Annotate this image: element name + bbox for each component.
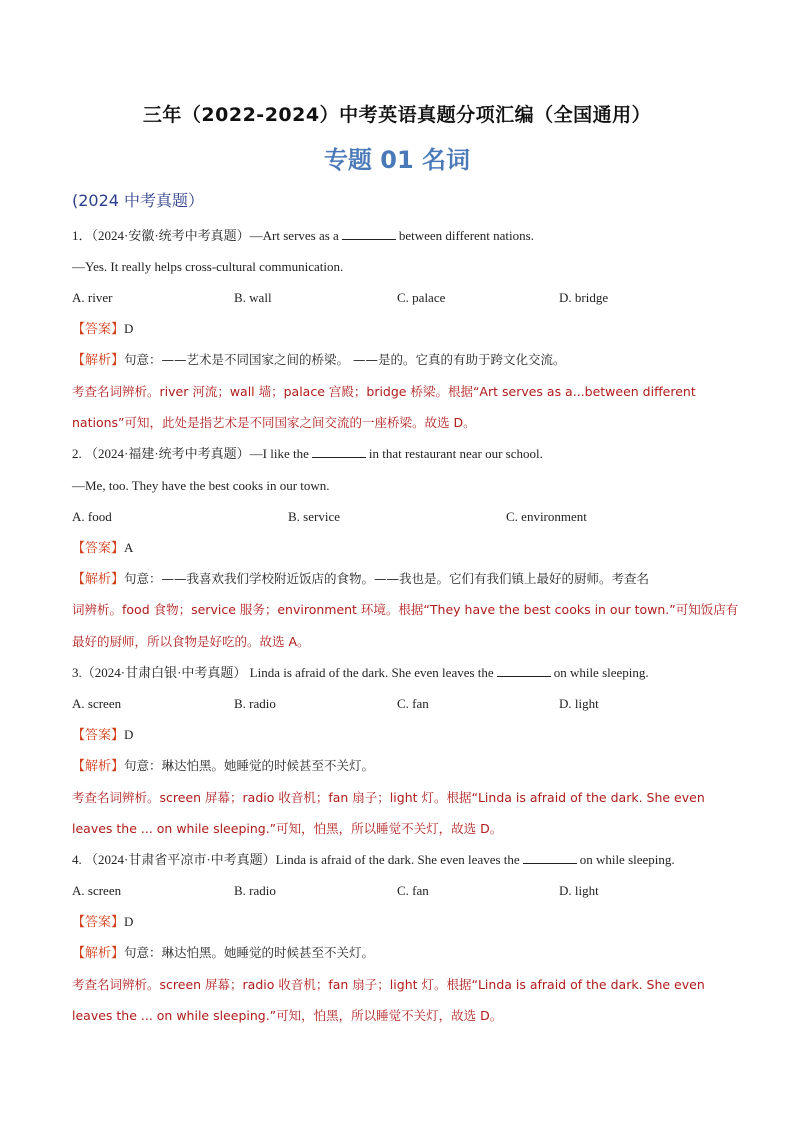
question-4-option-d: D. light	[559, 883, 599, 898]
question-3-stem	[72, 664, 649, 682]
question-1-answer	[72, 320, 133, 339]
question-3-analysis-line-1	[72, 757, 374, 776]
answer-label: 【答案】	[72, 322, 125, 337]
question-4-option-a: A. screen	[72, 883, 122, 898]
analysis-label: 【解析】	[72, 759, 125, 774]
question-4-analysis-line-3: leaves the ... on while sleeping.”可知，怕黑，所以睡觉不关灯，故选 D。	[72, 1008, 503, 1023]
question-4-answer	[72, 913, 133, 932]
document-title: 三年（2022-2024）中考英语真题分项汇编（全国通用）	[142, 104, 652, 126]
question-2-stem-pre: 2. （2024·福建·统考中考真题）—I like the	[72, 446, 309, 461]
question-3-analysis-line-2: 考查名词辨析。screen 屏幕；radio 收音机；fan 扇子；light 灯。根据“Linda is afraid of the dark. She even	[72, 790, 705, 805]
section-heading: (2024 中考真题）	[72, 191, 205, 210]
answer-label: 【答案】	[72, 915, 125, 930]
question-4-option-b: B. radio	[234, 883, 276, 898]
answer-value: D	[124, 727, 134, 742]
question-1-option-c: C. palace	[397, 290, 446, 305]
answer-label: 【答案】	[72, 728, 125, 743]
analysis-text: 句意：琳达怕黑。她睡觉的时候甚至不关灯。	[124, 945, 375, 960]
question-1-dialog-line: —Yes. It really helps cross-cultural communication.	[72, 259, 344, 274]
analysis-text: 句意：——艺术是不同国家之间的桥梁。 ——是的。它真的有助于跨文化交流。	[124, 352, 566, 367]
analysis-label: 【解析】	[72, 572, 125, 587]
question-1-stem	[72, 227, 534, 245]
question-4-stem-pre: 4. （2024·甘肃省平凉市·中考真题）Linda is afraid of the dark. She even leaves the	[72, 852, 520, 867]
question-3-stem-pre: 3.（2024·甘肃白银·中考真题） Linda is afraid of the dark. She even leaves the	[72, 665, 494, 680]
question-1-stem-post: between different nations.	[398, 228, 534, 243]
question-1-stem-pre: 1．（2024·安徽·统考中考真题）—Art serves as a	[72, 228, 339, 243]
question-1-analysis-line-2: 考查名词辨析。river 河流；wall 墙；palace 宫殿；bridge 桥梁。根据“Art serves as a...between different	[72, 384, 696, 399]
topic-subtitle: 专题 01 名词	[323, 146, 471, 174]
answer-value: D	[124, 321, 134, 336]
question-1-option-b: B. wall	[234, 290, 272, 305]
analysis-text: 句意：琳达怕黑。她睡觉的时候甚至不关灯。	[124, 758, 375, 773]
answer-blank	[342, 227, 396, 240]
question-2-analysis-line-2: 词辨析。food 食物；service 服务；environment 环境。根据“They have the best cooks in our town.”可知饭店有	[72, 602, 739, 617]
question-1-analysis-line-3: nations”可知，此处是指艺术是不同国家之间交流的一座桥梁。故选 D。	[72, 415, 476, 430]
question-1-option-a: A. river	[72, 290, 113, 305]
question-1-analysis-line-1	[72, 351, 566, 370]
question-2-analysis-line-3: 最好的厨师，所以食物是好吃的。故选 A。	[72, 634, 310, 649]
question-4-stem	[72, 851, 675, 869]
analysis-text: 句意：——我喜欢我们学校附近饭店的食物。——我也是。它们有我们镇上最好的厨师。考查名	[124, 571, 650, 586]
question-2-analysis-line-1	[72, 570, 649, 589]
question-3-option-b: B. radio	[234, 696, 276, 711]
question-1-option-d: D. bridge	[559, 290, 609, 305]
question-2-dialog-line: —Me, too. They have the best cooks in our town.	[72, 478, 330, 493]
question-3-option-a: A. screen	[72, 696, 122, 711]
answer-blank	[523, 851, 577, 864]
question-4-option-c: C. fan	[397, 883, 429, 898]
question-2-option-b: B. service	[288, 509, 340, 524]
answer-value: D	[124, 914, 134, 929]
question-3-analysis-line-3: leaves the ... on while sleeping.”可知，怕黑，所以睡觉不关灯，故选 D。	[72, 821, 503, 836]
answer-blank	[312, 445, 366, 458]
question-3-stem-post: on while sleeping.	[553, 665, 649, 680]
analysis-label: 【解析】	[72, 946, 125, 961]
analysis-label: 【解析】	[72, 353, 125, 368]
question-3-option-c: C. fan	[397, 696, 429, 711]
question-2-option-c: C. environment	[506, 509, 587, 524]
question-3-option-d: D. light	[559, 696, 599, 711]
answer-value: A	[124, 540, 134, 555]
question-2-stem	[72, 445, 543, 463]
question-2-stem-post: in that restaurant near our school.	[368, 446, 543, 461]
answer-blank	[497, 664, 551, 677]
answer-label: 【答案】	[72, 541, 125, 556]
question-2-answer	[72, 539, 133, 558]
question-4-analysis-line-2: 考查名词辨析。screen 屏幕；radio 收音机；fan 扇子；light 灯。根据“Linda is afraid of the dark. She even	[72, 977, 705, 992]
question-2-option-a: A. food	[72, 509, 112, 524]
question-4-analysis-line-1	[72, 944, 374, 963]
question-3-answer	[72, 726, 133, 745]
question-4-stem-post: on while sleeping.	[579, 852, 675, 867]
